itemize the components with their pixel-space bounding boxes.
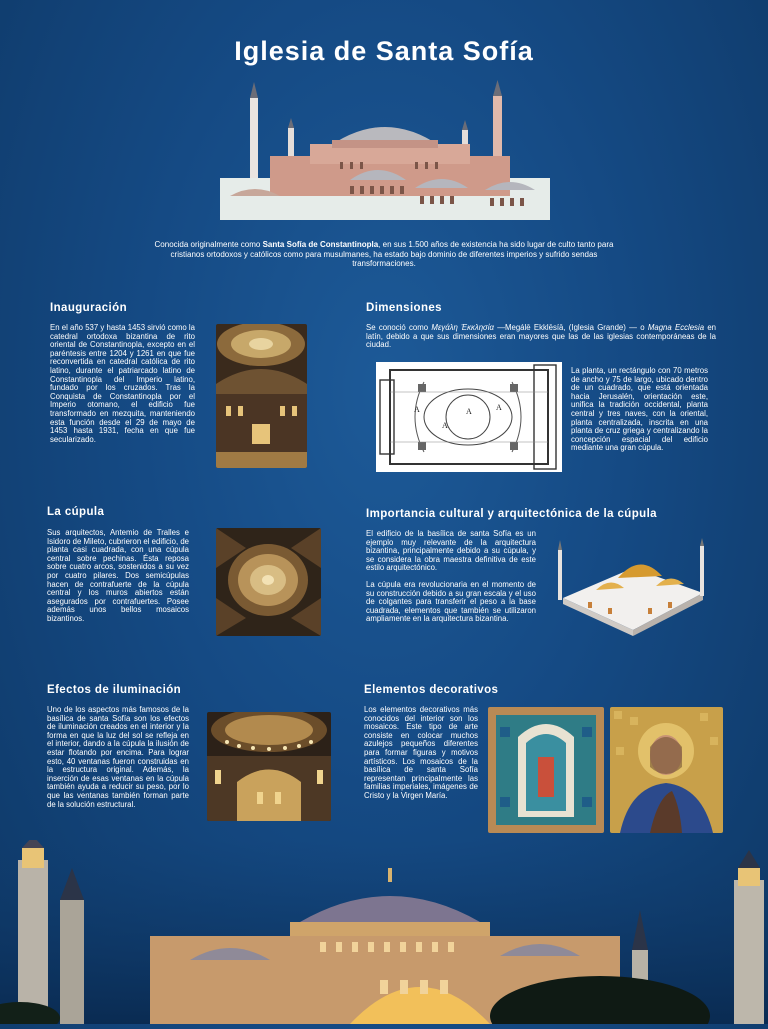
section-text: Uno de los aspectos más famosos de la basílica de santa Sofía son los efectos de iluminación creados en el interior y la forma en que la luz del sol se refleja en el interior, dando a la cúpula la ilusión de estar flotando por encima. Para lograr esto, 40 ventanas fueron construidas en la estructura original. Además, la inserción de esas ventanas en la cúpula también ayuda a reducir su peso, por lo que las ventanas también forman parte de la solución estructural. xyxy=(47,705,189,809)
section-dimensiones xyxy=(366,302,716,350)
section-heading: Elementos decorativos xyxy=(364,684,499,696)
section-decorativos xyxy=(364,684,499,801)
section-text: Sus arquitectos, Antemio de Tralles e Isidoro de Mileto, cubrieron el edificio, de planta casi cuadrada, con una cúpula central sobre pechinas. Ésta reposa sobre cuatro arcos, sostenidos a su vez por cuatro pilares. Dos semicúpulas hacen de contrafuerte de la cúpula central y los muros abiertos están asegurados por contrafuertes. Posee además unos bellos mosaicos bizantinos. xyxy=(47,528,189,623)
section-heading: La cúpula xyxy=(47,506,105,518)
section-text: En el año 537 y hasta 1453 sirvió como la catedral ortodoxa bizantina de rito oriental de Constantinopla, excepto en el paréntesis entre 1204 y 1261 en que fue reconvertida en catedral católica de rito latino, durante el patriarcado latino de Constantinopla del Imperio latino, fundado por los cruzados. Tras la Conquista de Constantinopla por el Imperio otomano, el edificio fue transformado en mezquita, manteniendo esta función desde el 29 de mayo de 1453 hasta 1931, fecha en que fue secularizado. xyxy=(50,323,195,444)
section-heading: Inauguración xyxy=(50,302,128,314)
dimensiones-text-p2: La planta, un rectángulo con 70 metros de ancho y 75 de largo, ubicado dentro de un cuadrado, que está orientada hacia Jerusalén, orientación este, unifica la tradición occidental, planta central y tres naves, con la oriental, planta centralizada, inscrita en una planta de cruz griega y centralizando la concepción espacial del edificio mediante una gran cúpula. xyxy=(571,366,708,453)
section-importancia-text xyxy=(366,530,536,624)
dome-photo xyxy=(216,528,321,636)
section-heading: Efectos de iluminación xyxy=(47,684,182,696)
mosaic-tiles-photo xyxy=(488,707,604,833)
section-heading-importancia: Importancia cultural y arquitectónica de la cúpula xyxy=(366,508,657,520)
section-efectos xyxy=(47,684,189,809)
section-inauguracion xyxy=(50,302,195,444)
section-text-p1: Se conoció como Μεγάλη Ἐκκλησία —Megálē Ekklēsíā, (Iglesia Grande) — o Magna Ecclesia en latín, debido a que sus dimensiones eran mayores que las de las iglesias contemporáneas de la ciudad. xyxy=(366,323,716,350)
section-heading: Dimensiones xyxy=(366,302,442,314)
page-title: Iglesia de Santa Sofía xyxy=(234,36,534,66)
hagia-sophia-illustration xyxy=(210,78,560,223)
christ-mosaic-photo xyxy=(610,707,723,833)
plan-label: A xyxy=(496,403,502,412)
interior-photo xyxy=(216,324,307,468)
importancia-p1: El edificio de la basílica de santa Sofía es un ejemplo muy relevante de la arquitectura bizantina, principalmente debido a su cúpula, y se considera la obra maestra definitiva de este estilo arquitectónico. xyxy=(366,529,536,573)
floor-plan xyxy=(376,362,562,472)
intro-bold: Santa Sofía de Constantinopla xyxy=(262,240,379,249)
section-cupula xyxy=(47,506,189,624)
plan-label: A xyxy=(442,421,448,430)
night-view-photo xyxy=(0,840,768,1024)
cutaway-illustration xyxy=(548,538,713,636)
plan-label: A xyxy=(466,407,472,416)
section-text: Los elementos decorativos más conocidos del interior son los mosaicos. Este tipo de arte consiste en colocar muchos azulejos pequeños diferentes para formar figuras y motivos artísticos. Los mosaicos de la basílica de santa Sofía representan principalmente las familias imperiales, imágenes de Cristo y la Virgen María. xyxy=(364,705,478,800)
lighting-photo xyxy=(207,712,331,821)
importancia-p2: La cúpula era revolucionaria en el momento de su construcción debido a su gran escala y el uso de colgantes para transferir el peso a la base cuadrada, elementos que también se utilizaron ampliamente en la arquitectura bizantina. xyxy=(366,579,536,624)
plan-label: A xyxy=(414,405,420,414)
intro-paragraph: Conocida originalmente como Santa Sofía de Constantinopla, en sus 1.500 años de existencia ha sido lugar de culto tanto para cristianos ortodoxos y católicos como para musulmanes, ha estado bajo dominio de diferentes imperios y sufrido sendas transformaciones. xyxy=(154,240,614,268)
